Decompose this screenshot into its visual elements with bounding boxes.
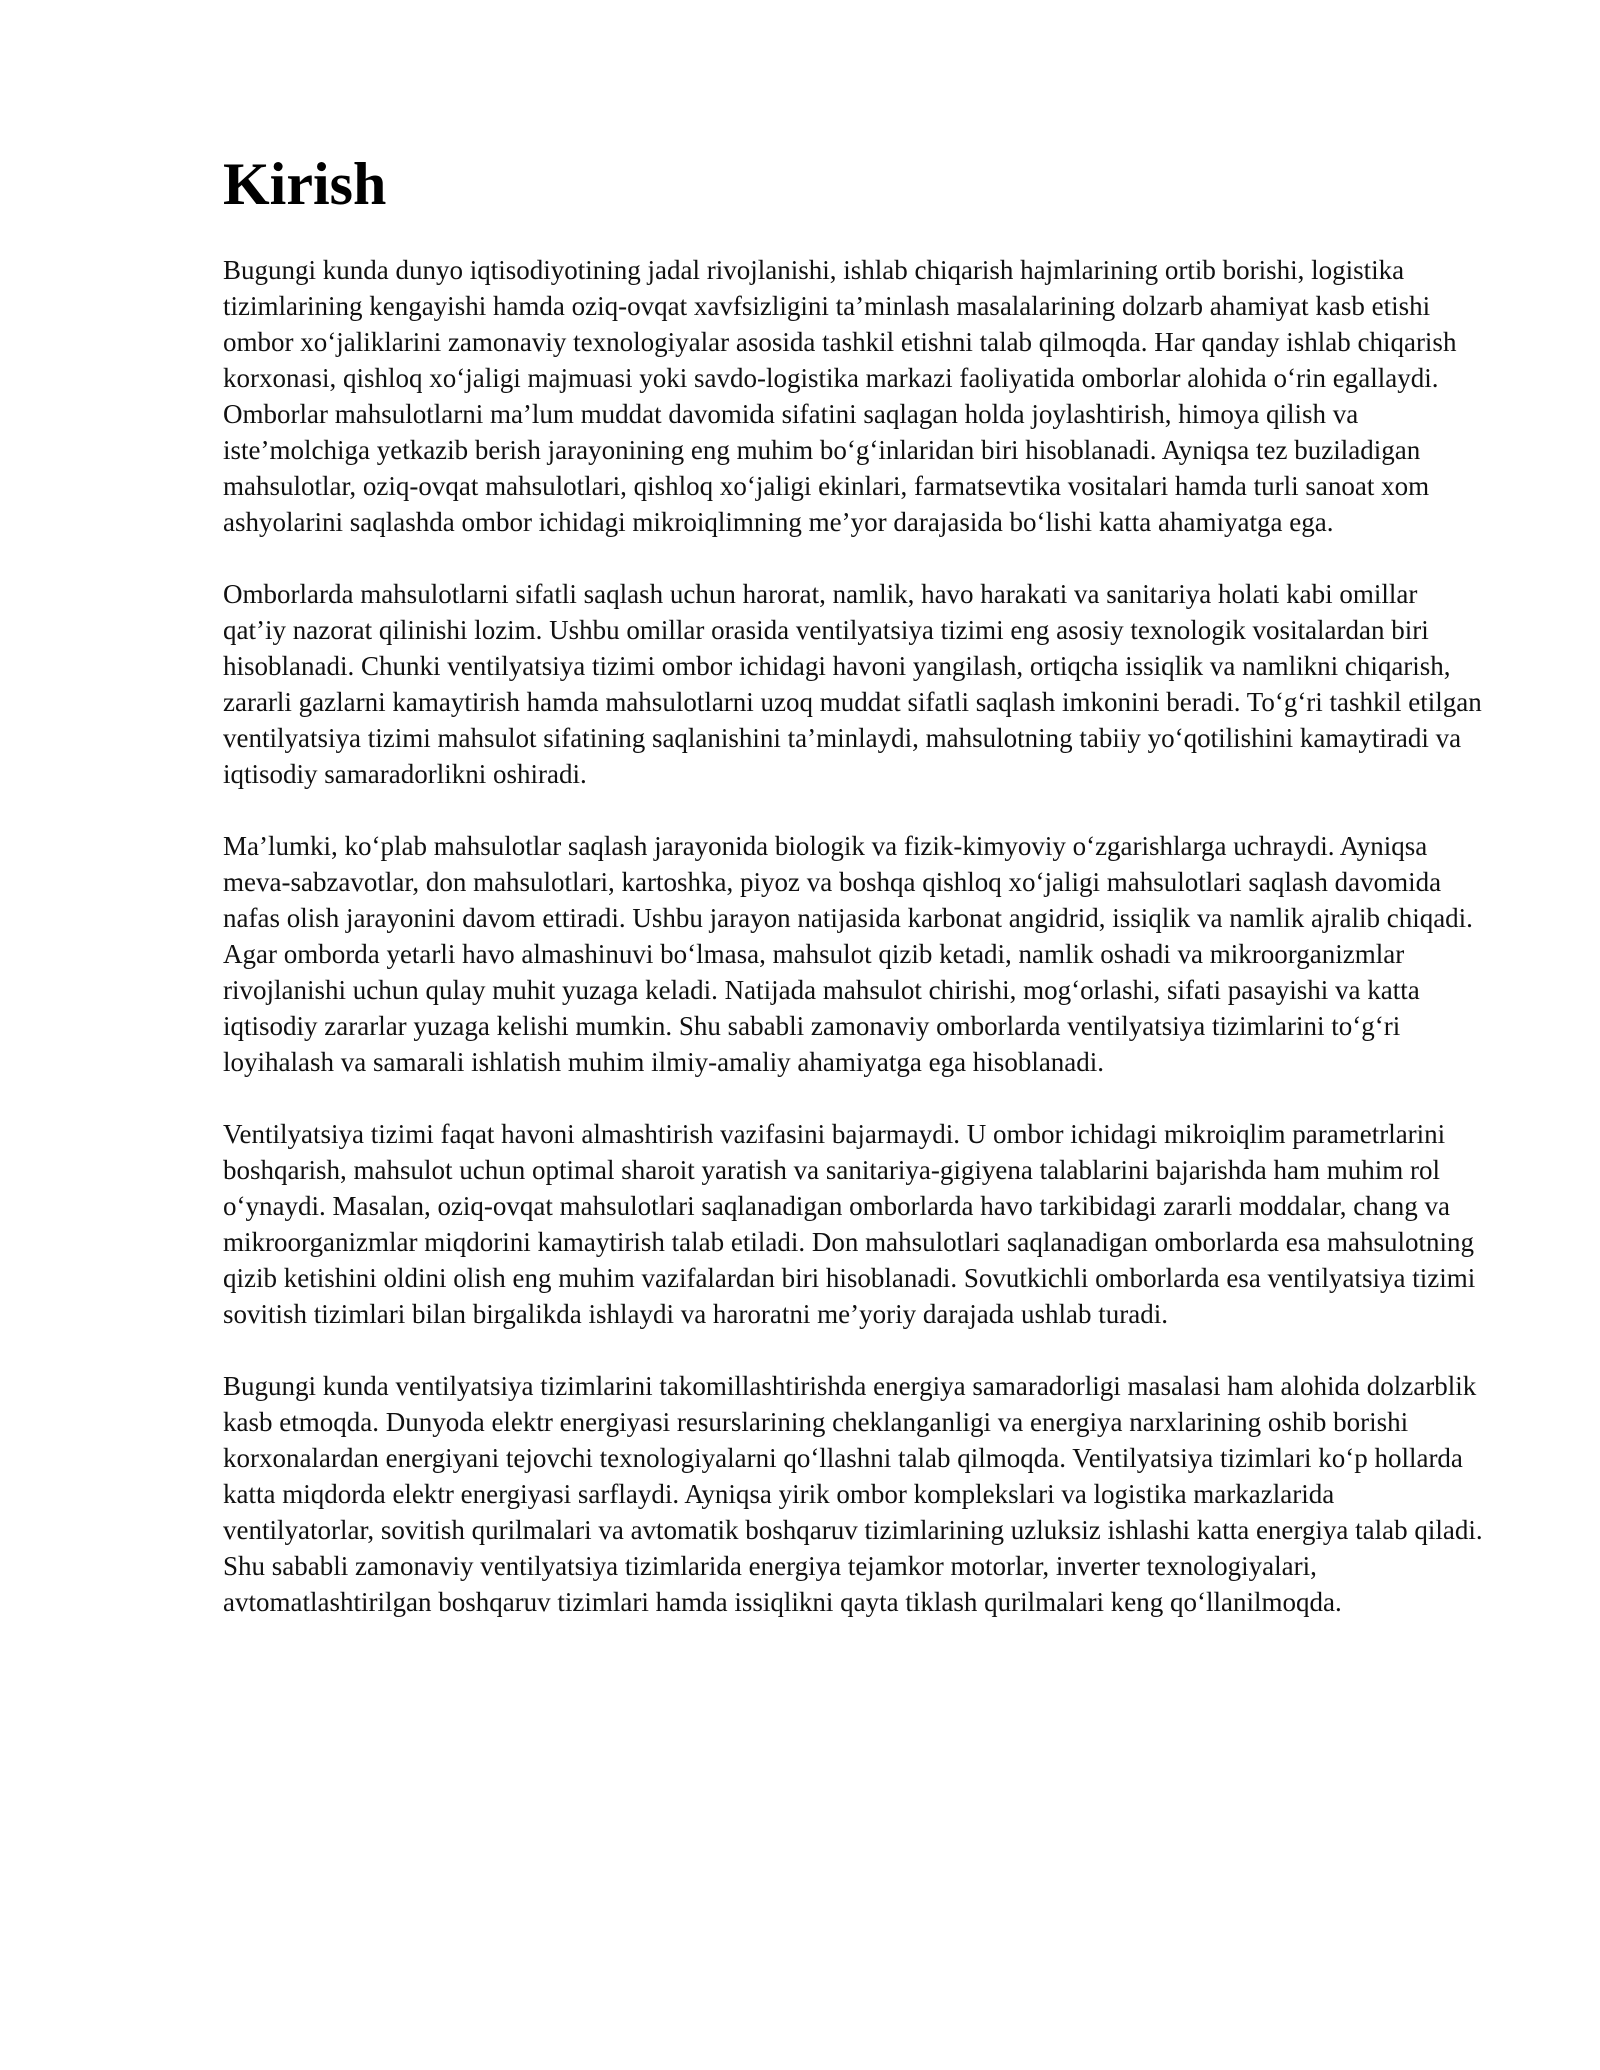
document-body — [223, 150, 1485, 1656]
paragraph-1: Bugungi kunda dunyo iqtisodiyotining jadal rivojlanishi, ishlab chiqarish hajmlarining ortib borishi, logistika tizimlarining kengayishi hamda oziq-ovqat xavfsizligini ta’minlash masalalarining dolzarb ahamiyat kasb etishi ombor xo‘jaliklarini zamonaviy texnologiyalar asosida tashkil etishni talab qilmoqda. Har qanday ishlab chiqarish korxonasi, qishloq xo‘jaligi majmuasi yoki savdo-logistika markazi faoliyatida omborlar alohida o‘rin egallaydi. Omborlar mahsulotlarni ma’lum muddat davomida sifatini saqlagan holda joylashtirish, himoya qilish va iste’molchiga yetkazib berish jarayonining eng muhim bo‘g‘inlaridan biri hisoblanadi. Ayniqsa tez buziladigan mahsulotlar, oziq-ovqat mahsulotlari, qishloq xo‘jaligi ekinlari, farmatsevtika vositalari hamda turli sanoat xom ashyolarini saqlashda ombor ichidagi mikroiqlimning me’yor darajasida bo‘lishi katta ahamiyatga ega. — [223, 255, 1457, 537]
paragraph-5: Bugungi kunda ventilyatsiya tizimlarini takomillashtirishda energiya samaradorligi masalasi ham alohida dolzarblik kasb etmoqda. Dunyoda elektr energiyasi resurslarining cheklanganligi va energiya narxlarining oshib borishi korxonalardan energiyani tejovchi texnologiyalarni qo‘llashni talab qilmoqda. Ventilyatsiya tizimlari ko‘p hollarda katta miqdorda elektr energiyasi sarflaydi. Ayniqsa yirik ombor komplekslari va logistika markazlarida ventilyatorlar, sovitish qurilmalari va avtomatik boshqaruv tizimlarining uzluksiz ishlashi katta energiya talab qiladi. Shu sababli zamonaviy ventilyatsiya tizimlarida energiya tejamkor motorlar, inverter texnologiyalari, avtomatlashtirilgan boshqaruv tizimlari hamda issiqlikni qayta tiklash qurilmalari keng qo‘llanilmoqda. — [223, 1371, 1483, 1617]
page-title: Kirish — [223, 151, 387, 217]
paragraph-4: Ventilyatsiya tizimi faqat havoni almashtirish vazifasini bajarmaydi. U ombor ichidagi mikroiqlim parametrlarini boshqarish, mahsulot uchun optimal sharoit yaratish va sanitariya-gigiyena talablarini bajarishda ham muhim rol o‘ynaydi. Masalan, oziq-ovqat mahsulotlari saqlanadigan omborlarda havo tarkibidagi zararli moddalar, chang va mikroorganizmlar miqdorini kamaytirish talab etiladi. Don mahsulotlari saqlanadigan omborlarda esa mahsulotning qizib ketishini oldini olish eng muhim vazifalardan biri hisoblanadi. Sovutkichli omborlarda esa ventilyatsiya tizimi sovitish tizimlari bilan birgalikda ishlaydi va haroratni me’yoriy darajada ushlab turadi. — [223, 1119, 1476, 1329]
paragraph-3: Ma’lumki, ko‘plab mahsulotlar saqlash jarayonida biologik va fizik-kimyoviy o‘zgarishlarga uchraydi. Ayniqsa meva-sabzavotlar, don mahsulotlari, kartoshka, piyoz va boshqa qishloq xo‘jaligi mahsulotlari saqlash davomida nafas olish jarayonini davom ettiradi. Ushbu jarayon natijasida karbonat angidrid, issiqlik va namlik ajralib chiqadi. Agar omborda yetarli havo almashinuvi bo‘lmasa, mahsulot qizib ketadi, namlik oshadi va mikroorganizmlar rivojlanishi uchun qulay muhit yuzaga keladi. Natijada mahsulot chirishi, mog‘orlashi, sifati pasayishi va katta iqtisodiy zararlar yuzaga kelishi mumkin. Shu sababli zamonaviy omborlarda ventilyatsiya tizimlarini to‘g‘ri loyihalash va samarali ishlatish muhim ilmiy-amaliy ahamiyatga ega hisoblanadi. — [223, 831, 1473, 1077]
paragraph-2: Omborlarda mahsulotlarni sifatli saqlash uchun harorat, namlik, havo harakati va sanitariya holati kabi omillar qat’iy nazorat qilinishi lozim. Ushbu omillar orasida ventilyatsiya tizimi eng asosiy texnologik vositalardan biri hisoblanadi. Chunki ventilyatsiya tizimi ombor ichidagi havoni yangilash, ortiqcha issiqlik va namlikni chiqarish, zararli gazlarni kamaytirish hamda mahsulotlarni uzoq muddat sifatli saqlash imkonini beradi. To‘g‘ri tashkil etilgan ventilyatsiya tizimi mahsulot sifatining saqlanishini ta’minlaydi, mahsulotning tabiiy yo‘qotilishini kamaytiradi va iqtisodiy samaradorlikni oshiradi. — [223, 579, 1482, 789]
